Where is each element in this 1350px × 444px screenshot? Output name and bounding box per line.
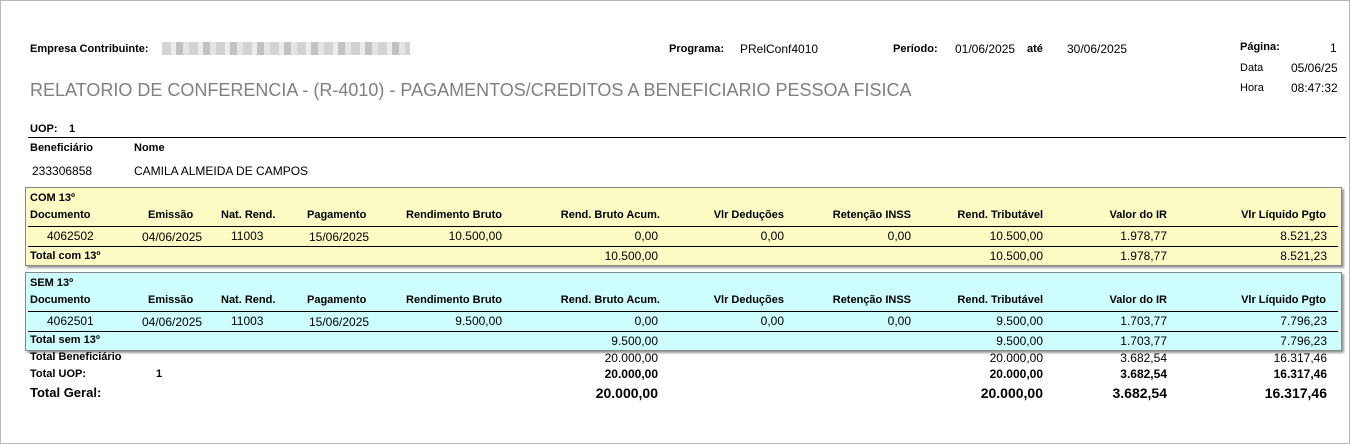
col-nat-rend: Nat. Rend. [221, 294, 276, 306]
periodo-inicio: 01/06/2025 [955, 42, 1016, 56]
cell-pagamento: 15/06/2025 [309, 315, 370, 329]
empresa-label: Empresa Contribuinte: [30, 43, 149, 55]
cell-pagamento: 15/06/2025 [309, 230, 370, 244]
cell-rend-acum: 0,00 [634, 314, 658, 328]
col-pagamento: Pagamento [307, 209, 367, 221]
col-nat-rend: Nat. Rend. [221, 209, 276, 221]
data-label: Data [1240, 62, 1264, 74]
cell-liquido: 7.796,23 [1280, 314, 1327, 328]
report-title: RELATORIO DE CONFERENCIA - (R-4010) - PAGAMENTOS/CREDITOS A BENEFICIARIO PESSOA FISICA [30, 80, 912, 100]
section-title: COM 13º [30, 192, 75, 204]
total-label: Total sem 13º [30, 334, 100, 346]
total-beneficiario-acum: 20.000,00 [604, 351, 658, 365]
cell-documento: 4062501 [47, 314, 94, 328]
cell-emissao: 04/06/2025 [142, 315, 203, 329]
total-liq: 7.796,23 [1280, 334, 1327, 348]
cell-emissao: 04/06/2025 [142, 230, 203, 244]
cell-deducoes: 0,00 [760, 314, 784, 328]
total-beneficiario-ir: 3.682,54 [1120, 351, 1167, 365]
col-rend-bruto: Rendimento Bruto [406, 209, 502, 221]
nome-header: Nome [134, 142, 165, 154]
ate-label: até [1027, 43, 1043, 55]
total-liq: 8.521,23 [1280, 249, 1327, 263]
cell-tributavel: 10.500,00 [989, 229, 1043, 243]
total-beneficiario-label: Total Beneficiário [30, 351, 122, 363]
cell-deducoes: 0,00 [760, 229, 784, 243]
total-uop-ir: 3.682,54 [1120, 367, 1167, 381]
total-uop-liq: 16.317,46 [1273, 367, 1327, 381]
total-geral-acum: 20.000,00 [595, 385, 658, 401]
col-emissao: Emissão [148, 294, 194, 306]
cell-nat-rend: 11003 [231, 229, 264, 243]
total-acum: 10.500,00 [604, 249, 658, 263]
total-beneficiario-liq: 16.317,46 [1273, 351, 1327, 365]
col-liquido: Vlr Líquido Pgto [1241, 209, 1326, 221]
beneficiario-name: CAMILA ALMEIDA DE CAMPOS [134, 164, 309, 178]
uop-value: 1 [69, 123, 76, 135]
total-label: Total com 13º [30, 250, 101, 262]
col-rend-acum: Rend. Bruto Acum. [560, 209, 660, 221]
col-tributavel: Rend. Tributável [957, 209, 1043, 221]
total-uop-count: 1 [156, 368, 163, 380]
total-uop-acum: 20.000,00 [604, 367, 658, 381]
col-pagamento: Pagamento [307, 294, 367, 306]
uop-divider [28, 137, 1346, 138]
total-uop-trib: 20.000,00 [989, 367, 1043, 381]
col-documento: Documento [30, 209, 91, 221]
col-emissao: Emissão [148, 209, 194, 221]
cell-inss: 0,00 [887, 314, 911, 328]
total-beneficiario-trib: 20.000,00 [989, 351, 1043, 365]
cell-liquido: 8.521,23 [1280, 229, 1327, 243]
cell-tributavel: 9.500,00 [996, 314, 1043, 328]
cell-documento: 4062502 [47, 229, 94, 243]
empresa-redacted [162, 42, 410, 55]
total-uop-label: Total UOP: [30, 368, 87, 380]
periodo-label: Período: [893, 43, 938, 55]
col-tributavel: Rend. Tributável [957, 294, 1043, 306]
total-trib: 10.500,00 [989, 249, 1043, 263]
cell-ir: 1.978,77 [1120, 229, 1167, 243]
cell-ir: 1.703,77 [1120, 314, 1167, 328]
hora-label: Hora [1240, 82, 1264, 94]
total-trib: 9.500,00 [996, 334, 1043, 348]
col-liquido: Vlr Líquido Pgto [1241, 294, 1326, 306]
hora-value: 08:47:32 [1291, 81, 1338, 95]
cell-rend-bruto: 9.500,00 [455, 314, 502, 328]
col-deducoes: Vlr Deduções [713, 209, 784, 221]
programa-label: Programa: [669, 43, 725, 55]
total-geral-label: Total Geral: [30, 385, 102, 400]
beneficiario-header: Beneficiário [30, 142, 93, 154]
periodo-fim: 30/06/2025 [1067, 42, 1128, 56]
uop-label: UOP: [30, 123, 58, 135]
header-divider [28, 226, 1338, 227]
pagina-label: Página: [1240, 41, 1280, 53]
total-geral-ir: 3.682,54 [1112, 385, 1167, 401]
header-divider [28, 311, 1338, 312]
col-documento: Documento [30, 294, 91, 306]
col-ir: Valor do IR [1109, 209, 1167, 221]
total-acum: 9.500,00 [611, 334, 658, 348]
cell-rend-acum: 0,00 [634, 229, 658, 243]
total-geral-trib: 20.000,00 [980, 385, 1043, 401]
col-rend-bruto: Rendimento Bruto [406, 294, 502, 306]
col-rend-acum: Rend. Bruto Acum. [560, 294, 660, 306]
col-inss: Retenção INSS [832, 209, 911, 221]
total-divider [28, 331, 1338, 332]
total-divider [28, 246, 1338, 247]
beneficiario-id: 233306858 [32, 164, 93, 178]
total-ir: 1.978,77 [1120, 249, 1167, 263]
data-value: 05/06/25 [1291, 61, 1338, 75]
programa-value: PRelConf4010 [740, 42, 819, 56]
cell-nat-rend: 11003 [231, 314, 264, 328]
pagina-value: 1 [1330, 41, 1337, 55]
total-geral-liq: 16.317,46 [1264, 385, 1327, 401]
total-ir: 1.703,77 [1120, 334, 1167, 348]
cell-rend-bruto: 10.500,00 [448, 229, 502, 243]
col-ir: Valor do IR [1109, 294, 1167, 306]
col-deducoes: Vlr Deduções [713, 294, 784, 306]
col-inss: Retenção INSS [832, 294, 911, 306]
cell-inss: 0,00 [887, 229, 911, 243]
section-title: SEM 13º [30, 277, 74, 289]
